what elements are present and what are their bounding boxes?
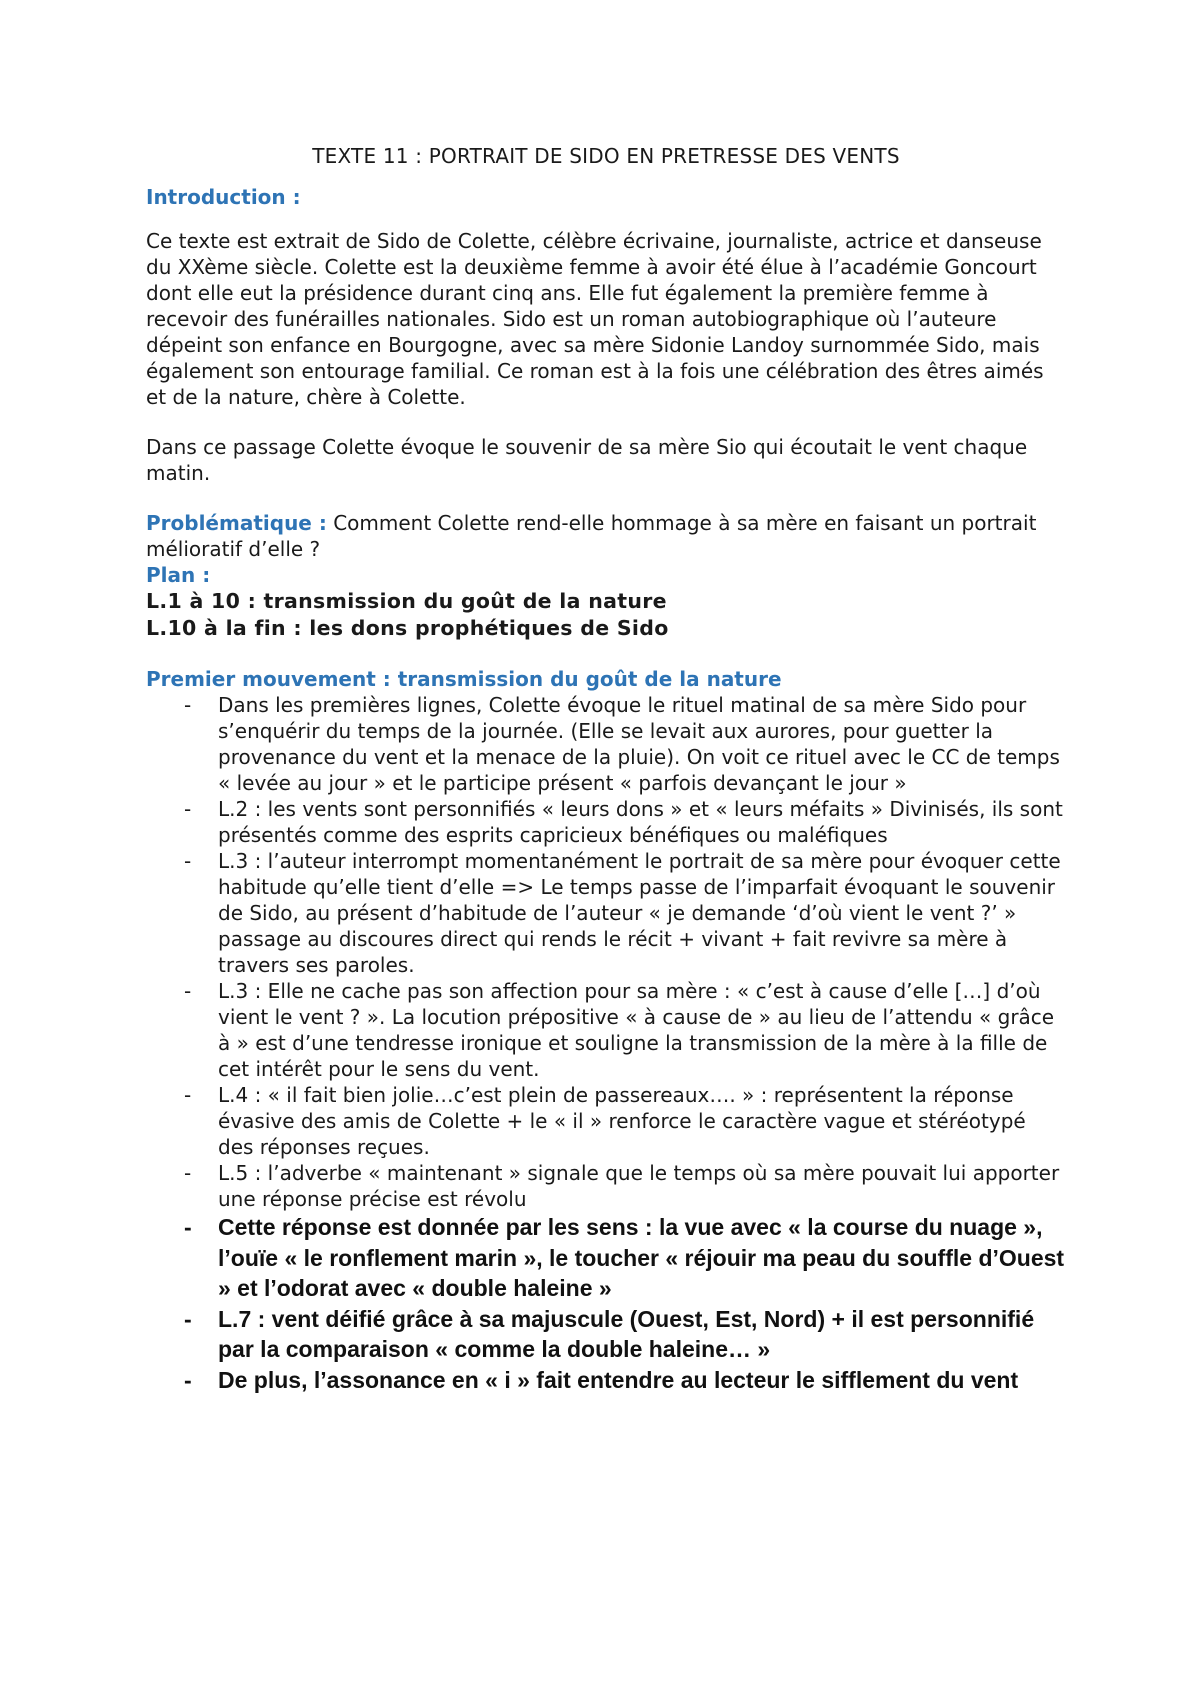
movement-heading: Premier mouvement : transmission du goût de la nature <box>146 667 782 691</box>
intro-paragraph: Ce texte est extrait de Sido de Colette, célèbre écrivaine, journaliste, actrice et danseuse du XXème siècle. Colette est la deuxième femme à avoir été élue à l’académie Goncourt dont elle eut la présidence durant cinq ans. Elle fut également la première femme à recevoir des funérailles nationales. Sido est un roman autobiographique où l’auteure dépeint son enfance en Bourgogne, avec sa mère Sidonie Landoy surnommée Sido, mais également son entourage familial. Ce roman est à la fois une célébration des êtres aimés et de la nature, chère à Colette. <box>146 229 1044 409</box>
list-item-text: L.2 : les vents sont personnifiés « leurs dons » et « leurs méfaits » Divinisés, ils sont présentés comme des esprits capricieux bénéfiques ou maléfiques <box>218 797 1063 847</box>
list-item-text: L.4 : « il fait bien jolie…c’est plein de passereaux…. » : représentent la réponse évasive des amis de Colette + le « il » renforce le caractère vague et stéréotypé des réponses reçues. <box>218 1083 1026 1159</box>
list-item <box>146 1365 1066 1396</box>
list-item <box>146 978 1066 1082</box>
bullet-dash: - <box>184 693 192 717</box>
plan-item: L.10 à la fin : les dons prophétiques de Sido <box>146 616 669 640</box>
list-item-text: L.7 : vent déifié grâce à sa majuscule (Ouest, Est, Nord) + il est personnifié par la comparaison « comme la double haleine… » <box>218 1305 1035 1362</box>
list-item <box>146 1212 1066 1304</box>
list-item <box>146 848 1066 978</box>
problematique-text: Comment Colette rend-elle hommage à sa mère en faisant un portrait mélioratif d’elle ? <box>146 511 1037 561</box>
list-item <box>146 692 1066 796</box>
spacer <box>146 410 1066 434</box>
list-item <box>146 1304 1066 1365</box>
problematique-paragraph <box>146 510 1066 562</box>
problematique-label: Problématique : <box>146 511 327 535</box>
list-item <box>146 1160 1066 1212</box>
list-item-text: Cette réponse est donnée par les sens : la vue avec « la course du nuage », l’ouïe « le ronflement marin », le toucher « réjouir ma peau du souffle d’Ouest » et l’odorat avec « double haleine » <box>218 1214 1065 1301</box>
list-item-text: Dans les premières lignes, Colette évoque le rituel matinal de sa mère Sido pour s’enquérir du temps de la journée. (Elle se levait aux aurores, pour guetter la provenance du vent et la menace de la pluie). On voit ce rituel avec le CC de temps « levée au jour » et le participe présent « parfois devançant le jour » <box>218 693 1060 795</box>
bullet-dash: - <box>184 1305 192 1332</box>
bullet-dash: - <box>184 797 192 821</box>
bullet-dash: - <box>184 1214 192 1240</box>
bullet-dash: - <box>184 979 192 1003</box>
bullet-dash: - <box>184 1366 192 1393</box>
list-item-text: L.3 : l’auteur interrompt momentanément le portrait de sa mère pour évoquer cette habitude qu’elle tient d’elle => Le temps passe de l’imparfait évoquant le souvenir de Sido, au présent d’habitude de l’auteur « je demande ‘d’où vient le vent ?’ » passage au discoures direct qui rends le récit + vivant + fait revivre sa mère à travers ses paroles. <box>218 849 1061 977</box>
document-title: TEXTE 11 : PORTRAIT DE SIDO EN PRETRESSE DES VENTS <box>312 144 900 168</box>
plan-heading: Plan : <box>146 563 211 587</box>
spacer <box>146 486 1066 510</box>
list-item <box>146 1082 1066 1160</box>
list-item-text: L.5 : l’adverbe « maintenant » signale que le temps où sa mère pouvait lui apporter une réponse précise est révolu <box>218 1161 1060 1211</box>
bullet-dash: - <box>184 849 192 873</box>
bullet-dash: - <box>184 1161 192 1185</box>
intro-heading: Introduction : <box>146 185 301 209</box>
passage-paragraph: Dans ce passage Colette évoque le souvenir de sa mère Sio qui écoutait le vent chaque matin. <box>146 435 1028 485</box>
plan-item: L.1 à 10 : transmission du goût de la nature <box>146 589 667 613</box>
spacer <box>146 642 1066 666</box>
list-item-text: L.3 : Elle ne cache pas son affection pour sa mère : « c’est à cause d’elle […] d’où vient le vent ? ». La locution prépositive « à cause de » au lieu de l’attendu « grâce à » est d’une tendresse ironique et souligne la transmission de la mère à la fille de cet intérêt pour le sens du vent. <box>218 979 1055 1081</box>
document-body <box>146 142 1066 1395</box>
analysis-list <box>146 692 1066 1395</box>
list-item <box>146 796 1066 848</box>
bullet-dash: - <box>184 1083 192 1107</box>
list-item-text: De plus, l’assonance en « i » fait entendre au lecteur le sifflement du vent <box>218 1366 1019 1393</box>
